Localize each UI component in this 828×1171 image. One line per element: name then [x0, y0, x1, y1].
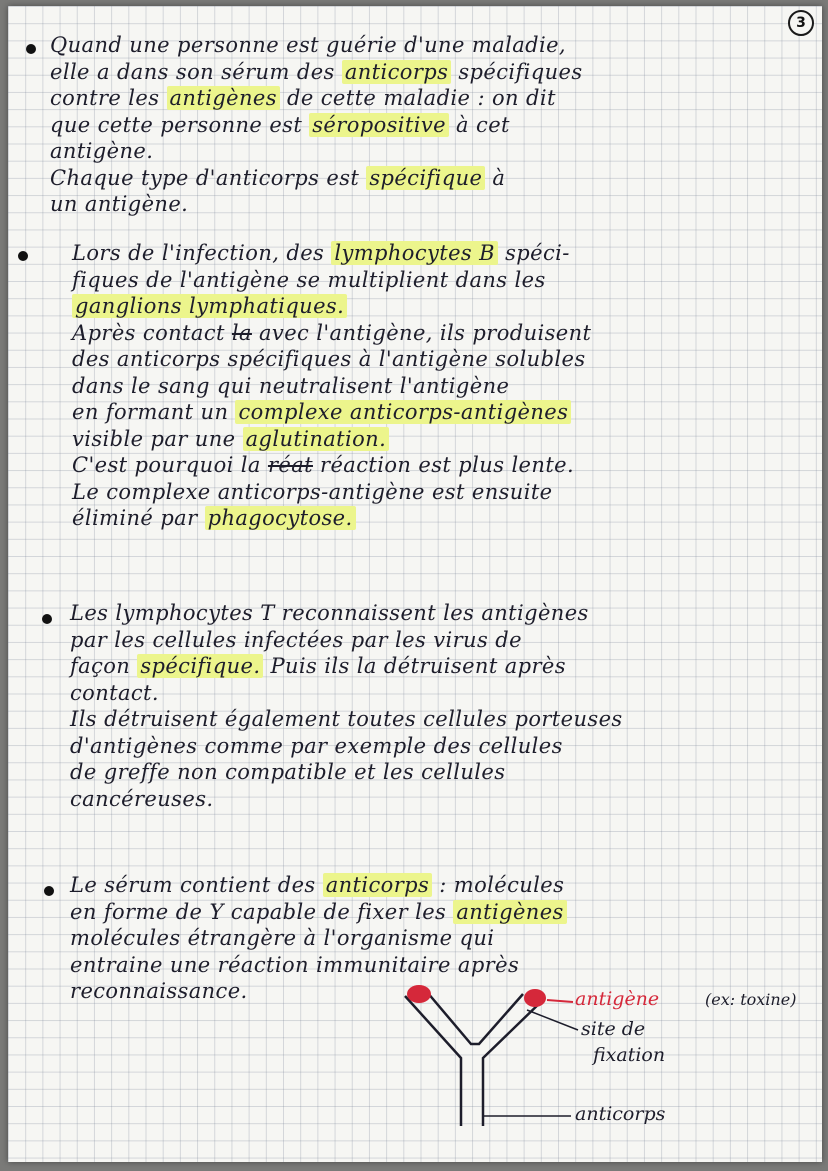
site-pointer — [527, 1010, 578, 1030]
text-segment: spécifiques — [451, 59, 583, 84]
text-line — [50, 85, 810, 112]
text-segment: Puis ils la détruisent après — [263, 654, 566, 678]
text-segment: en formant un — [72, 400, 236, 424]
text-line — [70, 925, 822, 952]
text-segment: Après contact — [72, 320, 232, 345]
text-line — [70, 786, 822, 813]
text-segment: Lors de l'infection, des — [72, 241, 332, 265]
text-segment: un antigène. — [50, 192, 189, 216]
text-line — [72, 373, 822, 400]
text-segment: Quand une personne est guérie d'une maladie, — [50, 33, 567, 57]
text-line — [72, 479, 822, 506]
highlighted-text: spécifique — [366, 166, 485, 190]
highlighted-text: anticorps — [342, 60, 451, 84]
text-segment: Le sérum contient des — [70, 873, 323, 897]
text-line — [72, 267, 822, 294]
text-segment: elle a dans son sérum des — [50, 59, 342, 84]
antibody-right-arm-outer — [483, 998, 545, 1126]
text-segment: spéci- — [498, 241, 570, 265]
crossed-out-text: la — [231, 320, 252, 345]
text-line — [70, 733, 822, 760]
highlighted-text: complexe anticorps-antigènes — [235, 400, 571, 424]
text-line — [50, 59, 810, 86]
text-line — [72, 320, 822, 347]
text-line — [50, 112, 810, 139]
text-segment: par les cellules infectées par les virus de — [70, 627, 522, 652]
label-example: (ex: toxine) — [705, 990, 797, 1009]
text-segment: Chaque type d'anticorps est — [50, 165, 367, 190]
text-line — [50, 191, 810, 218]
text-line — [70, 899, 822, 926]
text-line — [70, 653, 822, 680]
highlighted-text: antigènes — [167, 86, 280, 110]
label-site-2: fixation — [593, 1044, 666, 1066]
text-line — [50, 138, 810, 165]
text-segment: en forme de Y capable de fixer les — [70, 899, 454, 924]
label-antigen: antigène — [575, 988, 660, 1010]
text-line — [50, 165, 810, 192]
text-segment: fiques de l'antigène se multiplient dans les — [72, 267, 546, 292]
antigen-pointer — [547, 1000, 573, 1002]
text-segment: Le complexe anticorps-antigène est ensuite — [72, 479, 553, 504]
text-segment: cancéreuses. — [70, 786, 214, 811]
bullet-3 — [42, 614, 52, 624]
text-segment: molécules étrangère à l'organisme qui — [70, 926, 495, 950]
text-segment: des anticorps spécifiques à l'antigène solubles — [72, 347, 586, 371]
highlighted-text: anticorps — [323, 873, 432, 897]
highlighted-text: séropositive — [309, 113, 449, 137]
text-line — [72, 426, 822, 453]
bullet-2 — [18, 251, 28, 261]
text-segment: Ils détruisent également toutes cellules porteuses — [70, 707, 623, 731]
text-line — [70, 680, 822, 707]
text-segment: que cette personne est — [50, 112, 310, 137]
text-line — [72, 240, 822, 267]
text-segment: dans le sang qui neutralisent l'antigène — [72, 373, 510, 398]
text-segment: Les lymphocytes T reconnaissent les antigènes — [70, 601, 589, 625]
text-segment: à — [485, 165, 506, 190]
label-site-1: site de — [581, 1018, 646, 1040]
text-line — [70, 872, 822, 899]
text-segment: réaction est plus lente. — [312, 453, 575, 477]
text-segment: façon — [70, 654, 138, 678]
highlighted-text: ganglions lymphatiques. — [72, 294, 347, 318]
notebook-page — [8, 6, 822, 1162]
antigen-right — [524, 989, 546, 1007]
text-segment: antigène. — [50, 139, 154, 163]
text-line — [72, 346, 822, 373]
label-antibody: anticorps — [575, 1103, 666, 1125]
paragraph-2 — [72, 240, 822, 532]
bullet-4 — [44, 886, 54, 896]
text-segment: d'antigènes comme par exemple des cellules — [70, 733, 563, 758]
highlighted-text: phagocytose. — [205, 506, 356, 530]
text-segment: C'est pourquoi la — [72, 453, 268, 477]
text-line — [72, 452, 822, 479]
text-line — [70, 600, 822, 627]
highlighted-text: antigènes — [453, 900, 566, 924]
page-number: 3 — [788, 10, 814, 36]
text-segment: à cet — [448, 112, 510, 137]
paragraph-3 — [70, 600, 822, 812]
text-segment: : molécules — [432, 873, 565, 897]
highlighted-text: spécifique. — [137, 654, 263, 678]
text-line — [72, 505, 822, 532]
text-line — [70, 627, 822, 654]
antibody-diagram — [403, 978, 822, 1128]
text-line — [50, 32, 810, 59]
paragraph-1 — [50, 32, 810, 218]
antibody-left-arm-outer — [405, 996, 461, 1126]
highlighted-text: lymphocytes B — [331, 241, 498, 265]
text-line — [70, 759, 822, 786]
text-segment: avec l'antigène, ils produisent — [251, 320, 592, 345]
text-line — [72, 293, 822, 320]
highlighted-text: aglutination. — [243, 427, 390, 451]
text-segment: de cette maladie : on dit — [279, 86, 556, 110]
text-segment: contre les — [50, 86, 167, 110]
antigen-left — [407, 985, 431, 1003]
text-segment: visible par une — [72, 426, 243, 451]
text-segment: entraine une réaction immunitaire après — [70, 952, 520, 977]
text-line — [72, 399, 822, 426]
text-line — [70, 952, 822, 979]
text-line — [70, 706, 822, 733]
text-segment: éliminé par — [72, 506, 205, 530]
bullet-1 — [26, 44, 36, 54]
text-segment: contact. — [70, 680, 159, 705]
text-segment: de greffe non compatible et les cellules — [70, 760, 506, 784]
text-segment: reconnaissance. — [70, 979, 248, 1003]
crossed-out-text: réat — [267, 453, 313, 477]
